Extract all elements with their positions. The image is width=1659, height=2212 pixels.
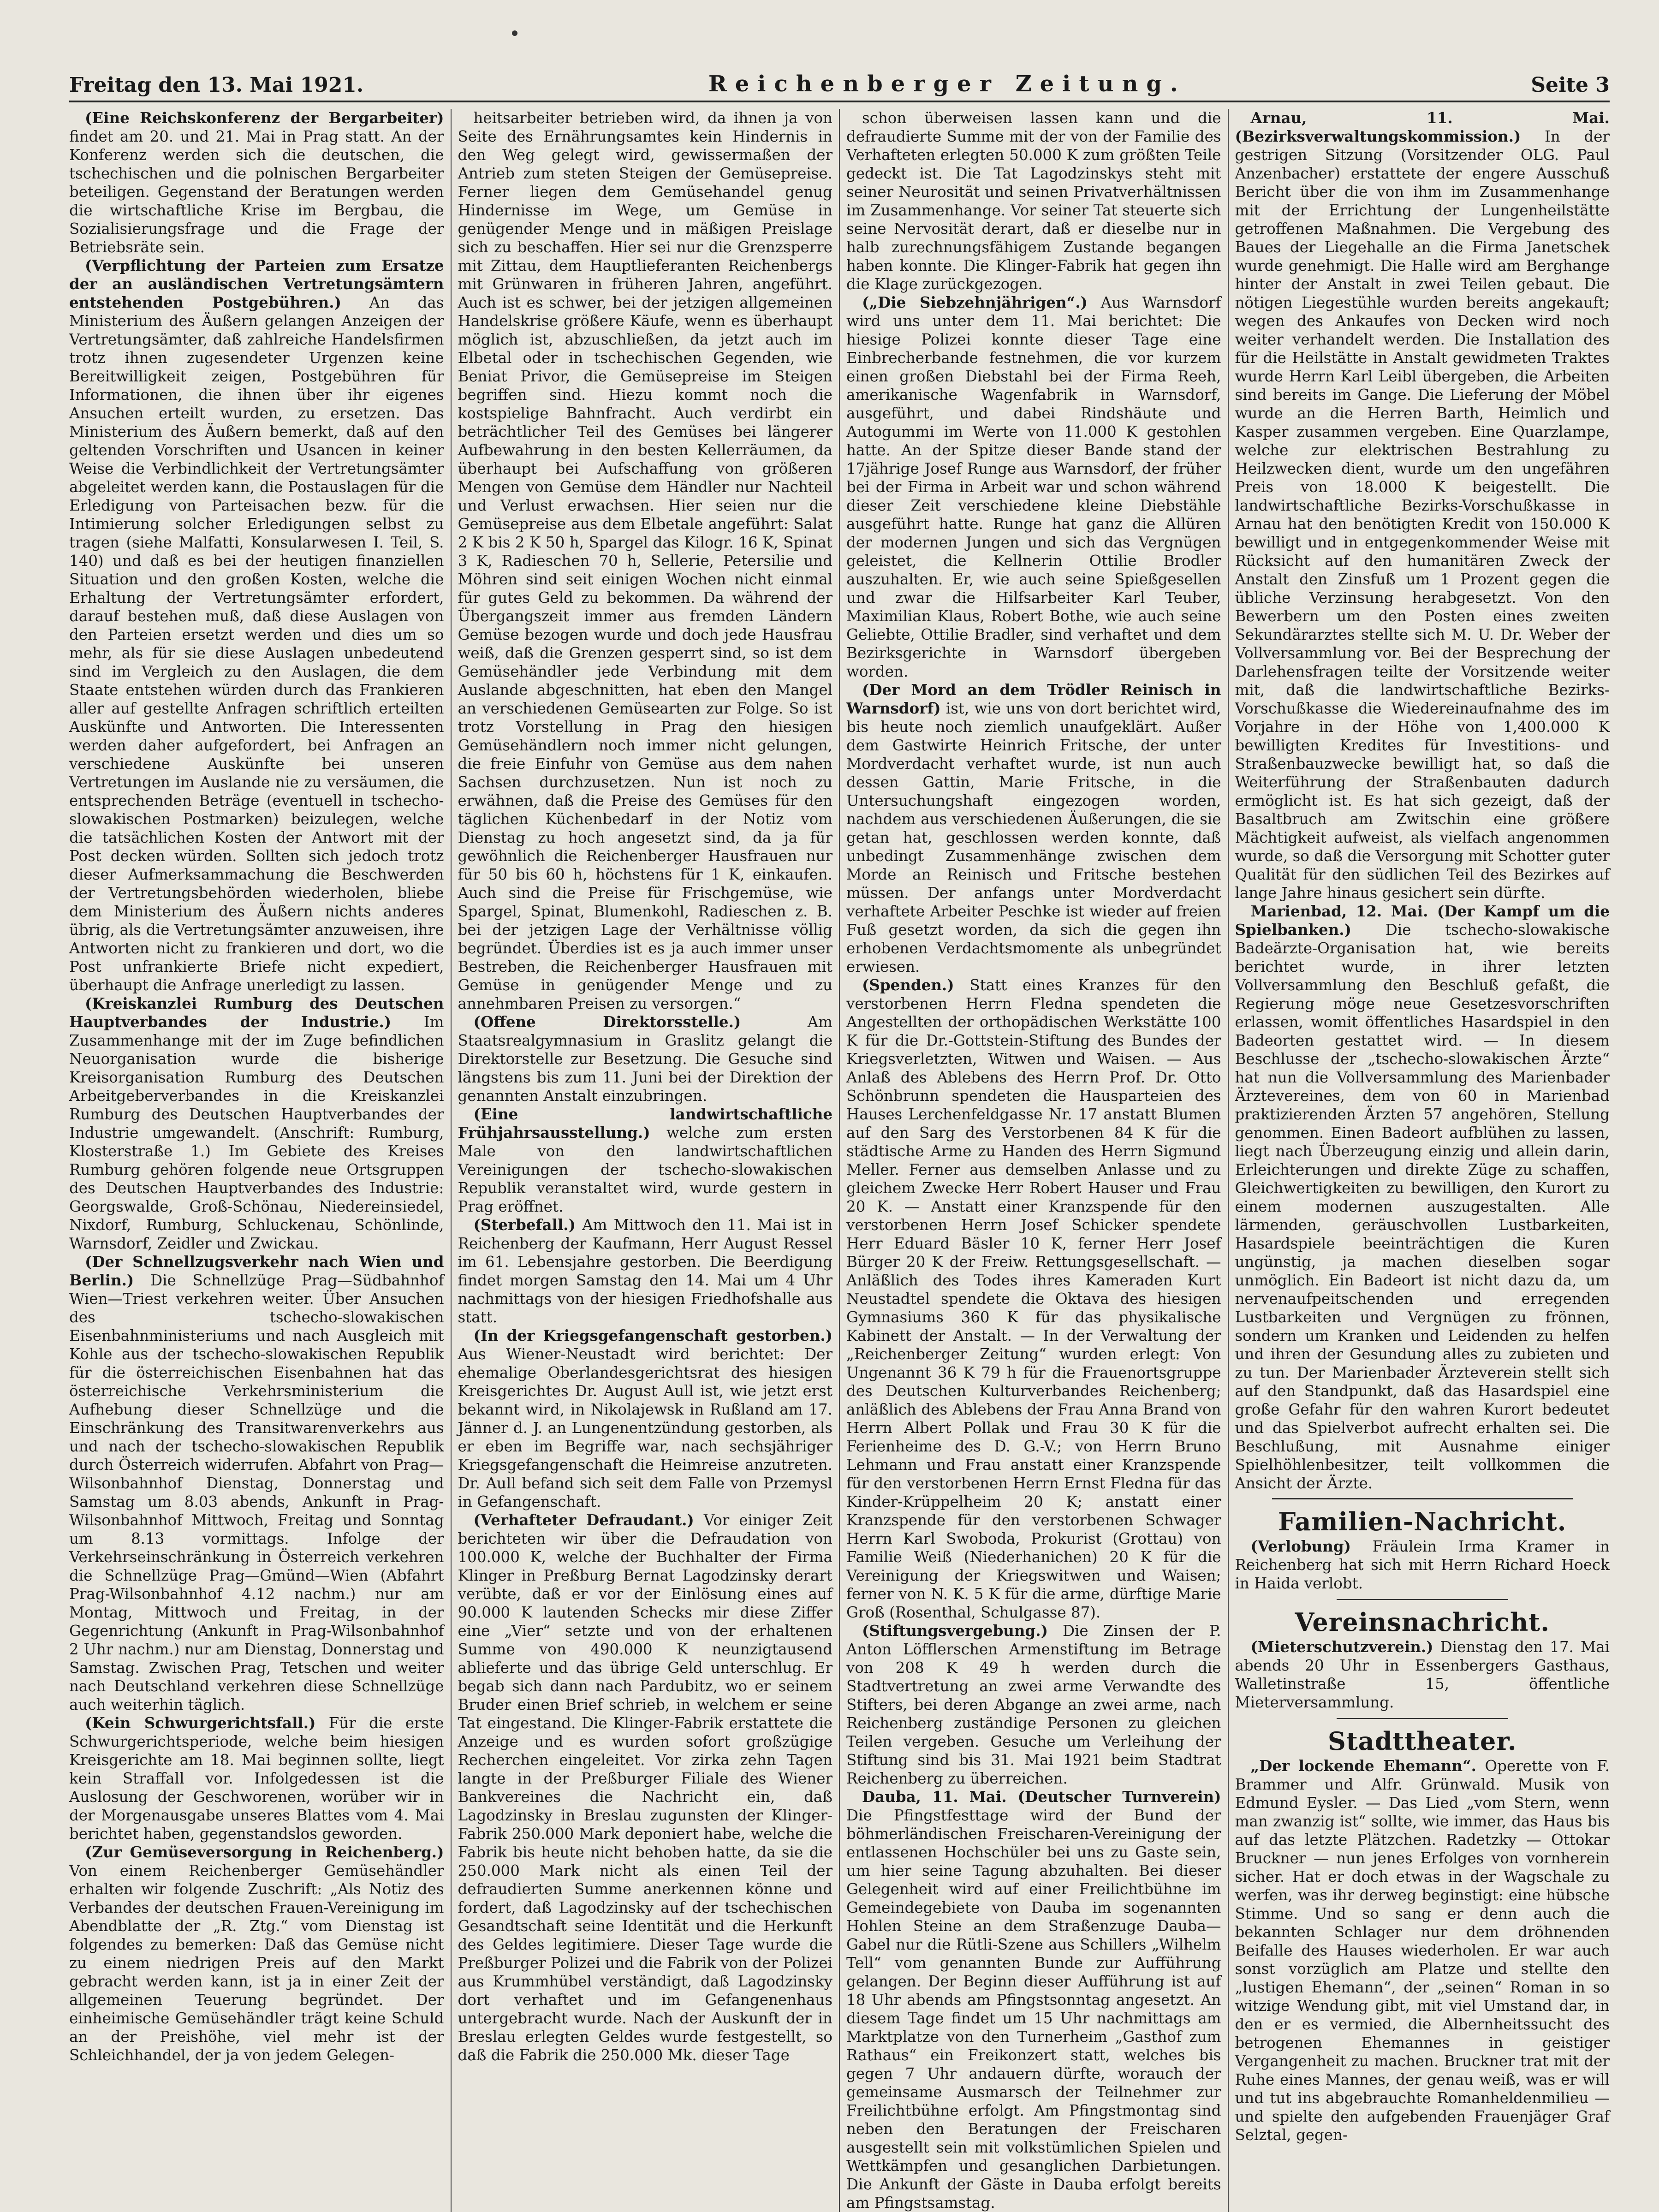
article bbox=[69, 1843, 444, 2064]
article bbox=[69, 1714, 444, 1843]
familien-article bbox=[1235, 1537, 1610, 1593]
article-text: Statt eines Kranzes für den verstorbenen Herrn Fledna spendeten die Angestellten der orthopädischen Werkstätte 100 K für die Dr.-Gottstein-Stiftung des Bundes der Kriegsverletzten, Witwen und Waisen. — Aus Anlaß des Ablebens des Herrn Prof. Dr. Otto Schönbrunn spendeten die Hausparteien des Hauses Lerchenfeldgasse Nr. 17 anstatt Blumen auf den Sarg des Verstorbenen 84 K für die städtische Arme zu Handen des Herrn Sigmund Meller. Ferner aus demselben Anlasse und zu gleichem Zwecke Herr Robert Hauser und Frau 20 K. — Anstatt einer Kranzspende für den verstorbenen Herrn Josef Schicker spendete Herr Eduard Bäsler 10 K, ferner Herr Josef Bürger 20 K der Freiw. Rettungsgesellschaft. — Anläßlich des Todes ihres Kameraden Kurt Neustadtel spendete die Oktava des hiesigen Gymnasiums 360 K für das physikalische Kabinett der Anstalt. — In der Verwaltung der „Reichenberger Zeitung“ wurden erlegt: Von Ungenannt 36 K 79 h für die Frauenortsgruppe des Deutschen Kulturverbandes Reichenberg; anläßlich des Ablebens der Frau Anna Brand von Herrn Albert Pollak und Frau 30 K für die Ferienheime des D. G.-V.; von Herrn Bruno Lehmann und Frau anstatt einer Kranzspende für den verstorbenen Herrn Ernst Fledna für das Kinder-Krüppelheim 20 K; anstatt einer Kranzspende für den verstorbenen Schwager Herrn Karl Swoboda, Prokurist (Grottau) von Familie Weiß (Niederhanichen) 20 K für die Vereinigung der Kriegswitwen und Waisen; ferner von N. K. 5 K für die arme, dürftige Marie Groß (Rosenthal, Schulgasse 87). bbox=[846, 976, 1221, 1621]
header-rule bbox=[69, 101, 1610, 102]
article bbox=[846, 1622, 1221, 1788]
header-date: Freitag den 13. Mai 1921. bbox=[69, 73, 364, 97]
article bbox=[846, 681, 1221, 976]
header-page: Seite 3 bbox=[1531, 73, 1610, 97]
article-heading: („Die Siebzehnjährigen“.) bbox=[862, 293, 1088, 311]
theater-article bbox=[1235, 1757, 1610, 2144]
article-text: Am Mittwoch den 11. Mai ist in Reichenberg der Kaufmann, Herr August Ressel im 61. Lebensjahre gestorben. Die Beerdigung findet morgen Samstag den 14. Mai um 4 Uhr nachmittags von der hiesigen Friedhofshalle aus statt. bbox=[458, 1216, 832, 1326]
article-text: ist, wie uns von dort berichtet wird, bis heute noch ziemlich unaufgeklärt. Außer dem Gastwirte Heinrich Fritsche, der unter Mordverdacht verhaftet wurde, ist nun auch dessen Gattin, Marie Fritsche, in die Untersuchungshaft eingezogen worden, nachdem aus verschiedenen Äußerungen, die sie getan hat, geschlossen werden konnte, daß unbedingt Zusammenhänge zwischen dem Morde an Reinisch und Fritsche bestehen müssen. Der anfangs unter Mordverdacht verhaftete Arbeiter Peschke ist wieder auf freien Fuß gesetzt worden, da sich die gegen ihn erhobenen Verdachtsmomente als unbegründet erwiesen. bbox=[846, 700, 1221, 975]
article-heading: (Eine Reichskonferenz der Bergarbeiter) bbox=[85, 109, 444, 127]
column-4-articles bbox=[1235, 109, 1610, 1493]
article bbox=[69, 109, 444, 256]
article bbox=[458, 1105, 833, 1216]
divider bbox=[1337, 1599, 1509, 1600]
article bbox=[458, 1216, 833, 1326]
article-heading: (Kreiskanzlei Rumburg des Deutschen Hauptverbandes der Industrie.) bbox=[69, 994, 444, 1031]
article bbox=[1235, 109, 1610, 902]
article-heading: (In der Kriegsgefangenschaft gestorben.) bbox=[473, 1326, 832, 1344]
columns bbox=[69, 109, 1610, 2212]
article bbox=[69, 1253, 444, 1714]
divider bbox=[1272, 1498, 1573, 1499]
article-text: welche zum ersten Male von den landwirtschaftlichen Vereinigungen der tschecho-slowakischen Republik veranstaltet wird, wurde gestern in Prag eröffnet. bbox=[458, 1124, 832, 1215]
column-4 bbox=[1235, 109, 1610, 2212]
article-text: In der gestrigen Sitzung (Vorsitzender OLG. Paul Anzenbacher) erstattete der engere Ausschuß Bericht über die von ihm im Zusammenhange mit der Errichtung der Lungenheilstätte getroffenen Maßnahmen. Die Vergebung des Baues der Liegehalle an die Firma Janetschek wurde genehmigt. Die Halle wird am Berghange hinter der Anstalt in zwei Teilen gebaut. Die nötigen Liegestühle wurden bereits angekauft; wegen des Ankaufes von Decken wird noch weiter verhandelt werden. Die Installation des für die Heilstätte in Anstalt gewidmeten Traktes wurde Herrn Karl Leibl übergeben, die Arbeiten sind bereits im Gange. Die Lieferung der Möbel wurde an die Herren Barth, Heimlich und Kasper zusammen vergeben. Eine Quarzlampe, welche zur elektrischen Bestrahlung zu Heilzwecken dient, wurde um den ungefähren Preis von 18.000 K beigestellt. Die landwirtschaftliche Bezirks-Vorschußkasse in Arnau hat den benötigten Kredit von 150.000 K bewilligt und in entgegenkommender Weise mit Rücksicht auf den humanitären Zweck der Anstalt den Zinsfuß um 1 Prozent gegen die übliche Verzinsung herabgesetzt. Von den Bewerbern um den Posten eines zweiten Sekundärarztes stellte sich M. U. Dr. Weber der Vollversammlung vor. Bei der Besprechung der Darlehensfragen teilte der Vorsitzende weiter mit, daß die landwirtschaftliche Bezirks-Vorschußkasse die Wiedereinaufnahme des im Vorjahre in der Höhe von 1,400.000 K bewilligten Kredites für Investitions- und Straßenbauzwecke bewilligt hat, so daß die Weiterführung der Straßenbauten dadurch ermöglicht ist. Es hat sich gezeigt, daß der Basaltbruch am Zwitschin eine größere Mächtigkeit aufweist, als vielfach angenommen wurde, so daß die Versorgung mit Schotter guter Qualität für den südlichen Teil des Bezirkes auf lange Jahre hinaus gesichert sein dürfte. bbox=[1235, 128, 1610, 902]
column-1 bbox=[69, 109, 444, 2212]
article bbox=[846, 976, 1221, 1622]
article-text: Aus Wiener-Neustadt wird berichtet: Der ehemalige Oberlandesgerichtsrat des hiesigen Kreisgerichtes Dr. August Aull ist, wie jetzt erst bekannt wird, in Nikolajewsk in Rußland am 17. Jänner d. J. an Lungenentzündung gestorben, als er eben im Begriffe war, nach sechsjähriger Kriegsgefangenschaft die Heimreise anzutreten. Dr. Aull befand sich seit dem Falle von Przemysl in Gefangenschaft. bbox=[458, 1345, 832, 1510]
theater-text: Operette von F. Brammer und Alfr. Grünwald. Musik von Edmund Eysler. — Das Lied „vom Stern, wenn man zwanzig ist“ sollte, wie immer, das Haus bis auf das letzte Plätzchen. Radetzky — Ottokar Bruckner — nun jenes Erfolges von vornherein sicher. Hat er doch etwas in der Wagschale zu werfen, was ihr derweg beginstigt: eine hübsche Stimme. Und so sang er denn auch die bekannten Schlager nur dem dröhnenden Beifalle des Hauses wiederholen. Er war auch sonst vorzüglich am Platze und stellte den „lustigen Ehemann“, der „seinen“ Roman in so witzige Wendung gibt, mit viel Umstand dar, in den er es vermied, die Albernheitssucht des betrogenen Ehemannes in geistiger Vergangenheit zu machen. Bruckner trat mit der Ruhe eines Mannes, der genau weiß, was er will und tut ins abgebrauchte Romanheldenmilieu — und spielte den aufgebenden Frauenjäger Graf Selztal, gegen- bbox=[1235, 1757, 1610, 2144]
article-text: Aus Warnsdorf wird uns unter dem 11. Mai berichtet: Die hiesige Polizei konnte dieser Tage eine Einbrecherbande festnehmen, die vor kurzem einen großen Diebstahl bei der Firma Reeh, amerikanische Wagenfabrik in Warnsdorf, ausgeführt, und dabei Rindshäute und Autogummi im Werte von 11.000 K gestohlen hatte. An der Spitze dieser Bande stand der 17jährige Josef Runge aus Warnsdorf, der früher bei der Firma in Arbeit war und schon während dieser Zeit verschiedene kleine Diebstähle ausgeführt hatte. Runge hat ganz die Allüren der modernen Jungen und sich das Vergnügen geleistet, die Kellnerin Ottilie Brodler auszuhalten. Er, wie auch seine Spießgesellen und zwar die Hilfsarbeiter Karl Teuber, Maximilian Klaus, Robert Bothe, wie auch seine Geliebte, Ottilie Bradler, sind verhaftet und dem Bezirksgerichte in Warnsdorf übergeben worden. bbox=[846, 294, 1221, 680]
article-text: heitsarbeiter betrieben wird, da ihnen ja von Seite des Ernährungsamtes kein Hindernis in den Weg gelegt wird, gewissermaßen der Antrieb zum steten Steigen der Gemüsepreise. Ferner liegen dem Gemüsehandel genug Hindernisse im Wege, um Gemüse in genügender Menge und in mäßigen Preislage sich zu beschaffen. Hier sei nur die Grenzsperre mit Zittau, dem Hauptlieferanten Reichenbergs mit Grünwaren in früheren Jahren, angeführt. Auch ist es schwer, bei der jetzigen allgemeinen Handelskrise größere Käufe, wenn es überhaupt möglich ist, abzuschließen, da jetzt auch im Elbetal oder in tschechischen Gegenden, wie Beniat Privor, die Gemüsepreise im Steigen begriffen sind. Hiezu kommt noch die kostspielige Bahnfracht. Auch verdirbt ein beträchtlicher Teil des Gemüses bei längerer Aufbewahrung in den besten Kellerräumen, da überhaupt bei Aufschaffung von größeren Mengen von Gemüse dem Händler nur Nachteil und Verlust erwachsen. Hier seien nur die Gemüsepreise aus dem Elbetale angeführt: Salat 2 K bis 2 K 50 h, Spargel das Kilogr. 16 K, Spinat 3 K, Radieschen 70 h, Sellerie, Petersilie und Möhren sind seit einigen Wochen nicht einmal für gutes Geld zu bekommen. Da während der Übergangszeit immer aus fremden Ländern Gemüse bezogen wurde und doch jede Hausfrau weiß, daß die Grenzen gesperrt sind, so ist dem Gemüsehändler jede Verbindung mit dem Auslande abgeschnitten, hat eben den Mangel an verschiedenen Gemüsearten zur Folge. So ist trotz Vorstellung in Prag den hiesigen Gemüsehändlern noch immer nicht gelungen, die freie Einfuhr von Gemüse aus dem nahen Sachsen durchzusetzen. Nun ist noch zu erwähnen, daß die Preise des Gemüses für den täglichen Küchenbedarf in der Notiz vom Dienstag zu hoch angesetzt sind, da ja für gewöhnlich die Reichenberger Hausfrauen nur für 50 bis 60 h, höchstens für 1 K, einkaufen. Auch sind die Preise für Frischgemüse, wie Spargel, Spinat, Blumenkohl, Radieschen z. B. bei der jetzigen Lage der Verhältnisse völlig begründet. Überdies ist es ja auch immer unser Bestreben, die Reichenberger Hausfrauen mit Gemüse in genügender Menge und zu annehmbaren Preisen zu versorgen.“ bbox=[458, 109, 832, 1012]
familien-text: Fräulein Irma Kramer in Reichenberg hat sich mit Herrn Richard Hoeck in Haida verlobt. bbox=[1235, 1538, 1610, 1592]
article-text: schon überweisen lassen kann und die defraudierte Summe mit der von der Familie des Verhafteten erlegten 50.000 K zum größten Teile gedeckt ist. Die Tat Lagodzinskys steht mit seiner Neurosität und seinen Privatverhältnissen im Zusammenhange. Vor seiner Tat steuerte sich seine Nervosität derart, daß er dieselbe nur in halb zurechnungsfähigem Zustande begangen haben konnte. Die Klinger-Fabrik hat gegen ihn die Klage zurückgezogen. bbox=[846, 109, 1221, 293]
article-heading: (Spenden.) bbox=[862, 976, 954, 994]
article-text: Die Zinsen der P. Anton Löfflerschen Armenstiftung im Betrage von 208 K 49 h werden durch die Stadtvertretung an zwei arme Verwandte des Stifters, bei deren Abgange an zwei arme, nach Reichenberg zuständige Personen zu gleichen Teilen vergeben. Gesuche um Verleihung der Stiftung sind bis 31. Mai 1921 beim Stadtrat Reichenberg zu überreichen. bbox=[846, 1622, 1221, 1787]
article bbox=[846, 1788, 1221, 2212]
article-heading: (Zur Gemüseversorgung in Reichenberg.) bbox=[85, 1843, 444, 1861]
article bbox=[846, 109, 1221, 293]
header-title: Reichenberger Zeitung. bbox=[708, 71, 1186, 97]
article-heading: (Verpflichtung der Parteien zum Ersatze der an ausländischen Vertretungsämtern entstehenden Postgebühren.) bbox=[69, 256, 444, 311]
article bbox=[69, 256, 444, 994]
article-heading: Dauba, 11. Mai. (Deutscher Turnverein) bbox=[862, 1788, 1221, 1806]
article-heading: (Stiftungsvergebung.) bbox=[862, 1622, 1048, 1640]
article-text: findet am 20. und 21. Mai in Prag statt. An der Konferenz werden sich die deutschen, die tschechischen und die polnischen Bergarbeiter beteiligen. Gegenstand der Beratungen werden die wirtschaftliche Krise im Bergbau, die Sozialisierungsfrage und die Frage der Betriebsräte sein. bbox=[69, 128, 444, 256]
article-heading: Marienbad, 12. Mai. (Der Kampf um die Spielbanken.) bbox=[1235, 902, 1610, 939]
article-text: Von einem Reichenberger Gemüsehändler erhalten wir folgende Zuschrift: „Als Notiz des Verbandes der deutschen Frauen-Vereinigung im Abendblatte der „R. Ztg.“ vom Dienstag ist folgendes zu bemerken: Daß das Gemüse nicht zu einem niedrigen Preis auf den Markt gebracht werden kann, ist ja in einer Zeit der allgemeinen Teuerung begründet. Der einheimische Gemüsehändler trägt keine Schuld an der Preishöhe, viel mehr ist der Schleichhandel, der ja von jedem Gelegen- bbox=[69, 1862, 444, 2064]
article-heading: (Verhafteter Defraudant.) bbox=[473, 1511, 694, 1529]
article-heading: (Eine landwirtschaftliche Frühjahrsausstellung.) bbox=[458, 1105, 832, 1142]
article-text: Die Schnellzüge Prag—Südbahnhof Wien—Triest verkehren weiter. Über Ansuchen des tschecho-slowakischen Eisenbahnministeriums und nach Ausgleich mit Kohle aus der tschecho-slowakischen Republik für die österreichischen Eisenbahnen hat das österreichische Verkehrsministerium die Aufhebung dieser Schnellzüge und die Einschränkung des Transitwarenverkehrs aus und nach der tschecho-slowakischen Republik durch Österreich widerrufen. Abfahrt von Prag—Wilsonbahnhof Dienstag, Donnerstag und Samstag um 8.03 abends, Ankunft in Prag-Wilsonbahnhof Mittwoch, Freitag und Sonntag um 8.13 vormittags. Infolge der Verkehrseinschränkung in Österreich verkehren die Schnellzüge Prag—Gmünd—Wien (Abfahrt Prag-Wilsonbahnhof 4.12 nachm.) nur am Montag, Mittwoch und Freitag, in der Gegenrichtung (Ankunft in Prag-Wilsonbahnhof 2 Uhr nachm.) nur am Dienstag, Donnerstag und Samstag. Zwischen Prag, Tetschen und weiter nach Deutschland verkehren diese Schnellzüge auch weiterhin täglich. bbox=[69, 1272, 444, 1713]
theater-heading: „Der lockende Ehemann“. bbox=[1250, 1757, 1476, 1775]
verein-heading: (Mieterschutzverein.) bbox=[1250, 1638, 1433, 1656]
article-text: Die Pfingstfesttage wird der Bund der böhmerländischen Freischaren-Vereinigung der entlassenen Hochschüler bei uns zu Gaste sein, um hier seine Tagung abzuhalten. Bei dieser Gelegenheit wird auf einer Freilichtbühne im Gemeindegebiete von Dauba im sogenannten Hohlen Steine an dem Straßenzuge Dauba—Gabel nur die Rütli-Szene aus Schillers „Wilhelm Tell“ vom genannten Bunde zur Aufführung gelangen. Der Beginn dieser Aufführung ist auf 18 Uhr abends am Pfingstsonntag angesetzt. An diesem Tage findet um 15 Uhr nachmittags am Marktplatze von den Turnerheim „Gasthof zum Rathaus“ ein Freikonzert statt, welches bis gegen 7 Uhr andauern dürfte, worauch der gemeinsame Ausmarsch der Teilnehmer zur Freilichtbühne erfolgt. Am Pfingstmontag sind neben den Beratungen der Freischaren ausgestellt sein mit volkstümlichen Spielen und Wettkämpfen und gesanglichen Darbietungen. Die Ankunft der Gäste in Dauba erfolgt bereits am Pfingstsamstag. bbox=[846, 1807, 1221, 2212]
column-3 bbox=[846, 109, 1221, 2212]
verein-title: Vereinsnachricht. bbox=[1295, 1607, 1550, 1637]
ink-dot bbox=[512, 30, 517, 36]
article-text: Am Staatsrealgymnasium in Graslitz gelangt die Direktorstelle zur Besetzung. Die Gesuche sind längstens bis zum 11. Juni bei der Direktion der genannten Anstalt einzubringen. bbox=[458, 1013, 832, 1105]
familien-title: Familien-Nachricht. bbox=[1278, 1507, 1567, 1536]
verein-text: Dienstag den 17. Mai abends 20 Uhr in Essenbergers Gasthaus, Walletinstraße 15, öffentliche Mieterversammlung. bbox=[1235, 1638, 1610, 1711]
article bbox=[846, 293, 1221, 681]
article-text: Im Zusammenhange mit der im Zuge befindlichen Neuorganisation wurde die bisherige Kreisorganisation Rumburg des Deutschen Arbeitgeberverbandes in die Kreiskanzlei Rumburg des Deutschen Hauptverbandes der Industrie umgewandelt. (Anschrift: Rumburg, Klosterstraße 1.) Im Gebiete des Kreises Rumburg gehören folgende neue Ortsgruppen des Deutschen Hauptverbandes des Industrie: Georgswalde, Groß-Schönau, Niedereinsiedel, Nixdorf, Rumburg, Schluckenau, Schönlinde, Warnsdorf, Zeidler und Zwickau. bbox=[69, 1013, 444, 1252]
article-heading: Arnau, 11. Mai. (Bezirksverwaltungskommission.) bbox=[1235, 109, 1610, 145]
article bbox=[458, 1511, 833, 2064]
article bbox=[458, 109, 833, 1013]
article bbox=[458, 1013, 833, 1105]
page-header bbox=[69, 65, 1610, 97]
theater-title: Stadttheater. bbox=[1327, 1726, 1517, 1756]
article-heading: (Offene Direktorsstelle.) bbox=[473, 1013, 741, 1031]
familien-heading: (Verlobung) bbox=[1250, 1537, 1351, 1555]
article bbox=[1235, 902, 1610, 1493]
article-text: Vor einiger Zeit berichteten wir über die Defraudation von 100.000 K, welche der Buchhalter der Firma Klinger in Preßburg Bernat Lagodzinsky derart verübte, daß er vor der Einlösung eines auf 90.000 K lautenden Schecks mir diese Ziffer eine „Vier“ setzte und von der erhaltenen Summe von 490.000 K neunzigtausend ablieferte und das übrige Geld unterschlug. Er begab sich dann nach Pardubitz, wo er seinem Bruder einen Brief schrieb, in welchem er seine Tat eingestand. Die Klinger-Fabrik erstattete die Anzeige und es wurden sofort großzügige Recherchen eingeleitet. Vor zirka zehn Tagen langte in der Preßburger Filiale des Wiener Bankvereines die Nachricht ein, daß Lagodzinsky in Breslau zugunsten der Klinger-Fabrik 250.000 Mark deponiert habe, welche die Fabrik bis heute nicht behoben hatte, da sie die 250.000 Mark nicht als einen Teil der defraudierten Summe anerkennen könne und fordert, daß Lagodzinsky auf der tschechischen Gesandtschaft seine Identität und die Herkunft des Geldes legitimiere. Dieser Tage wurde die Preßburger Polizei und die Fabrik von der Polizei aus Krummhübel verständigt, daß Lagodzinsky dort verhaftet und im Gefangenenhaus untergebracht wurde. Nach der Auskunft der in Breslau erlegten Geldes wurde festgestellt, so daß die Fabrik die 250.000 Mk. dieser Tage bbox=[458, 1511, 832, 2064]
article-heading: (Sterbefall.) bbox=[473, 1216, 576, 1234]
article bbox=[458, 1326, 833, 1511]
verein-article bbox=[1235, 1638, 1610, 1712]
article-text: An das Ministerium des Äußern gelangen Anzeigen der Vertretungsämter, daß zahlreiche Handelsfirmen trotz ihnen zugesendeter Urgenzen keine Bereitwilligkeit zeigen, Postgebühren für Informationen, die ihnen über ihr eigenes Ansuchen erteilt wurden, zu ersetzen. Das Ministerium des Äußern bemerkt, daß auf den geltenden Vorschriften und Usancen in keiner Weise die Verbindlichkeit der Vertretungsämter abgeleitet werden kann, die Postauslagen für die Erledigung von Parteisachen bezw. für die Intimierung solcher Erledigungen selbst zu tragen (siehe Malfatti, Konsularwesen I. Teil, S. 140) und daß es bei der heutigen finanziellen Situation und den großen Kosten, welche die Erhaltung der Vertretungsämter erfordert, darauf bestehen muß, daß diese Auslagen von den Parteien ersetzt werden und dies um so mehr, als für sie diese Auslagen unbedeutend sind im Vergleich zu den Auslagen, die dem Staate entstehen würden durch das Frankieren aller auf gestellte Anfragen schriftlich erteilten Auskünfte und Antworten. Die Interessenten werden daher aufgefordert, bei Anfragen an verschiedene Auskünfte bei unseren Vertretungen im Auslande nie zu versäumen, die entsprechenden Beträge (eventuell in tschecho-slowakischen Postmarken) beizulegen, welche die tatsächlichen Kosten der Antwort mit der Post decken würden. Sollten sich jedoch trotz dieser Aufmerksammachung die Beschwerden der Vertretungsbehörden wiederholen, bliebe dem Ministerium des Äußern nichts anderes übrig, als die Vertretungsämter anzuweisen, ihre Antworten nicht zu frankieren und dort, wo die Post unfrankierte Briefe nicht expediert, überhaupt die Anfrage unerledigt zu lassen. bbox=[69, 294, 444, 994]
article bbox=[69, 994, 444, 1253]
article-text: Für die erste Schwurgerichtsperiode, welche beim hiesigen Kreisgerichte am 18. Mai beginnen sollte, liegt kein Straffall vor. Infolgedessen ist die Auslosung der Geschworenen, worüber wir in der Morgenausgabe unseres Blattes vom 4. Mai berichtet haben, gegenstandslos geworden. bbox=[69, 1714, 444, 1843]
article-heading: (Kein Schwurgerichtsfall.) bbox=[85, 1714, 316, 1732]
article-text: Die tschecho-slowakische Badeärzte-Organisation hat, wie bereits berichtet wurde, in ihrer letzten Vollversammlung den Beschluß gefaßt, die Regierung möge neue Gesetzesvorschriften erlassen, womit öffentliches Hasardspiel in den Badeorten gestattet wird. — In diesem Beschlusse der „tschecho-slowakischen Ärzte“ hat nun die Vollversammlung des Marienbader Ärztevereines, dem von 60 in Marienbad praktizierenden Ärzten 57 angehören, Stellung genommen. Einen Badeort aufblühen zu lassen, liegt nach Überzeugung einzig und allein darin, Erleichterungen und direkte Züge zu schaffen, Gleichwertigkeiten zu bewilligen, den Kurort zu einem modernen auszugestalten. Alle lärmenden, geräuschvollen Lustbarkeiten, Hasardspiele beeinträchtigen die Kuren ungünstig, ja machen dieselben sogar unmöglich. Ein Badeort ist nicht dazu da, um nervenaufpeitschenden und erregenden Lustbarkeiten und Vergnügen zu frönnen, sondern um Kranken und Leidenden zu helfen und ihren der Gesundung alles zu zubieten und zu tun. Der Marienbader Ärzteverein stellt sich auf den Standpunkt, daß das Hasardspiel eine große Gefahr für den wahren Kurort bedeutet und das Spielverbot aufrecht erhalten sei. Die Beschlußung, mit Ausnahme einiger Spielhöhlenbesitzer, teilt vollkommen die Ansicht der Ärzte. bbox=[1235, 921, 1610, 1492]
article-heading: (Der Schnellzugsverkehr nach Wien und Berlin.) bbox=[69, 1253, 444, 1289]
divider bbox=[1337, 1718, 1509, 1719]
article-heading: (Der Mord an dem Trödler Reinisch in Warnsdorf) bbox=[846, 681, 1221, 717]
column-2 bbox=[458, 109, 833, 2212]
